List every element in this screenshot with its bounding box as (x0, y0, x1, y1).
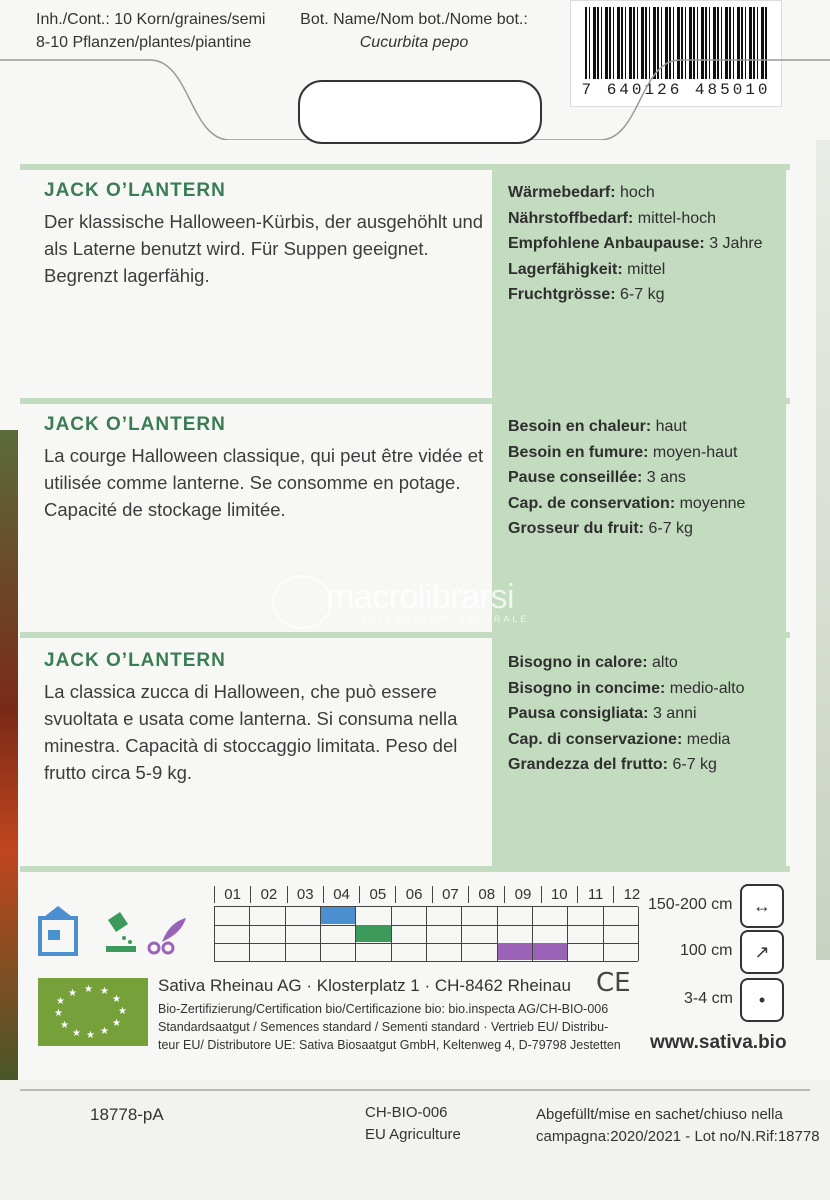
ce-mark: CE (596, 968, 631, 998)
property-row: Lagerfähigkeit: mittel (508, 260, 666, 278)
sowing-calendar (214, 906, 638, 961)
section-divider (20, 632, 790, 638)
calendar-gridline (426, 907, 427, 961)
packet-edge-right (816, 140, 830, 960)
property-row: Cap. de conservation: moyenne (508, 494, 746, 512)
section-text-it: La classica zucca di Halloween, che può essere svuoltata e usata come lanterna. Si consuma nella minestra. Capacità di stoccaggio limitata. Peso del frutto circa 5-9 kg. (44, 681, 458, 783)
company-address: Sativa Rheinau AG · Klosterplatz 1 · CH-8462 Rheinau (158, 976, 571, 995)
section-text-de: Der klassische Halloween-Kürbis, der ausgehöhlt und als Laterne benutzt wird. Für Suppen geeignet. Begrenzt lagerfähig. (44, 211, 484, 286)
calendar-month-label: 09 (504, 886, 540, 903)
packet-edge-left (0, 430, 18, 1130)
calendar-month-label: 04 (323, 886, 359, 903)
calendar-gridline (603, 907, 604, 961)
property-row: Fruchtgrösse: 6-7 kg (508, 286, 665, 303)
properties-de (508, 180, 778, 308)
section-divider (20, 398, 790, 404)
sowing-depth-icon: • (740, 978, 784, 1022)
row-spacing-value: 150-200 cm (648, 896, 733, 913)
calendar-cell-harvest (498, 943, 532, 960)
property-row: Wärmebedarf: hoch (508, 184, 655, 201)
section-title-fr: JACK O’LANTERN (44, 414, 226, 435)
eu-certification (365, 1102, 461, 1146)
calendar-month-label: 02 (250, 886, 286, 903)
svg-text:★: ★ (56, 996, 65, 1007)
calendar-gridline (391, 907, 392, 961)
calendar-month-label: 03 (287, 886, 323, 903)
property-row: Besoin en fumure: moyen-haut (508, 443, 738, 461)
calendar-month-label: 12 (613, 886, 649, 903)
section-title-it: JACK O’LANTERN (44, 650, 226, 671)
harvest-icon (149, 918, 186, 953)
calendar-month-label: 01 (214, 886, 250, 903)
sowing-icons (38, 906, 188, 958)
section-divider (20, 164, 790, 170)
lot-code: 18778-pA (90, 1105, 164, 1124)
calendar-month-label: 06 (395, 886, 431, 903)
calendar-cell-indoor-sowing (321, 907, 355, 924)
property-row: Pausa consigliata: 3 anni (508, 705, 697, 722)
calendar-gridline (285, 907, 286, 961)
calendar-cell-outdoor-sowing (356, 925, 390, 942)
standard-seed-text: Standardsaatgut / Semences standard / Sementi standard · Vertrieb EU/ Distribu- (158, 1020, 609, 1034)
distributor-text: teur EU/ Distributore UE: Sativa Biosaatgut GmbH, Keltenweg 4, D-79798 Jestetten (158, 1038, 621, 1052)
calendar-month-label: 11 (577, 886, 613, 903)
barcode-number: 7 640126 485010 (571, 81, 781, 99)
cert-code: CH-BIO-006 (365, 1104, 448, 1121)
calendar-month-label: 10 (541, 886, 577, 903)
botanical-name-label: Bot. Name/Nom bot./Nome bot.: (300, 11, 528, 28)
outdoor-sowing-icon (106, 912, 136, 952)
eu-organic-logo (38, 978, 148, 1046)
hang-hole (298, 80, 542, 144)
calendar-month-label: 08 (468, 886, 504, 903)
watermark-subtext: ALTERNATIVA NATURALE (360, 614, 530, 624)
website-link[interactable]: www.sativa.bio (650, 1032, 787, 1053)
svg-text:★: ★ (84, 984, 93, 995)
svg-text:★: ★ (68, 988, 77, 999)
calendar-months (214, 886, 650, 903)
property-row: Bisogno in concime: medio-alto (508, 679, 745, 697)
filling-line-1: Abgefüllt/mise en sachet/chiuso nella (536, 1106, 783, 1123)
section-title-de: JACK O’LANTERN (44, 180, 226, 201)
svg-text:★: ★ (100, 1026, 109, 1037)
svg-text:★: ★ (54, 1008, 63, 1019)
certification-text: Bio-Zertifizierung/Certification bio/Certificazione bio: bio.inspecta AG/CH-BIO-006 (158, 1002, 609, 1016)
sowing-depth-value: 3-4 cm (684, 990, 733, 1007)
property-row: Besoin en chaleur: haut (508, 418, 687, 435)
filling-line-2: campagna:2020/2021 - Lot no/N.Rif:18778 (536, 1128, 820, 1145)
properties-fr (508, 414, 778, 542)
property-row: Empfohlene Anbaupause: 3 Jahre (508, 235, 763, 252)
svg-text:★: ★ (60, 1020, 69, 1031)
contents-line-2: 8-10 Pflanzen/plantes/piantine (36, 34, 252, 51)
calendar-month-label: 07 (432, 886, 468, 903)
watermark-text: macrolibrarsi (325, 578, 515, 616)
property-row: Grandezza del frutto: 6-7 kg (508, 756, 717, 773)
plant-distance-value: 100 cm (680, 942, 733, 959)
row-spacing-icon: ↔ (740, 884, 784, 928)
svg-text:★: ★ (100, 986, 109, 997)
calendar-gridline (638, 907, 639, 961)
calendar-gridline (461, 907, 462, 961)
calendar-month-label: 05 (359, 886, 395, 903)
calendar-gridline (567, 907, 568, 961)
filling-info (536, 1104, 820, 1148)
svg-text:★: ★ (112, 994, 121, 1005)
property-row: Bisogno in calore: alto (508, 654, 678, 671)
plant-distance-icon: ↗ (740, 930, 784, 974)
calendar-gridline (214, 907, 215, 961)
calendar-divider (20, 866, 790, 872)
svg-text:★: ★ (112, 1018, 121, 1029)
calendar-cell-harvest (533, 943, 567, 960)
svg-text:★: ★ (72, 1028, 81, 1039)
section-text-fr: La courge Halloween classique, qui peut être vidée et utilisée comme lanterne. Se consomme en potage. Capacité de stockage limitée. (44, 445, 484, 520)
property-row: Grosseur du fruit: 6-7 kg (508, 520, 693, 537)
contents-line-1: Inh./Cont.: 10 Korn/graines/semi (36, 11, 266, 28)
properties-it (508, 650, 778, 778)
indoor-sowing-icon (40, 906, 76, 954)
property-row: Pause conseillée: 3 ans (508, 469, 686, 486)
property-row: Nährstoffbedarf: mittel-hoch (508, 209, 717, 227)
calendar-gridline (249, 907, 250, 961)
cert-origin: EU Agriculture (365, 1126, 461, 1143)
property-row: Cap. di conservazione: media (508, 730, 731, 748)
svg-text:★: ★ (86, 1030, 95, 1041)
botanical-name-value: Cucurbita pepo (359, 34, 469, 51)
svg-text:★: ★ (118, 1006, 127, 1017)
